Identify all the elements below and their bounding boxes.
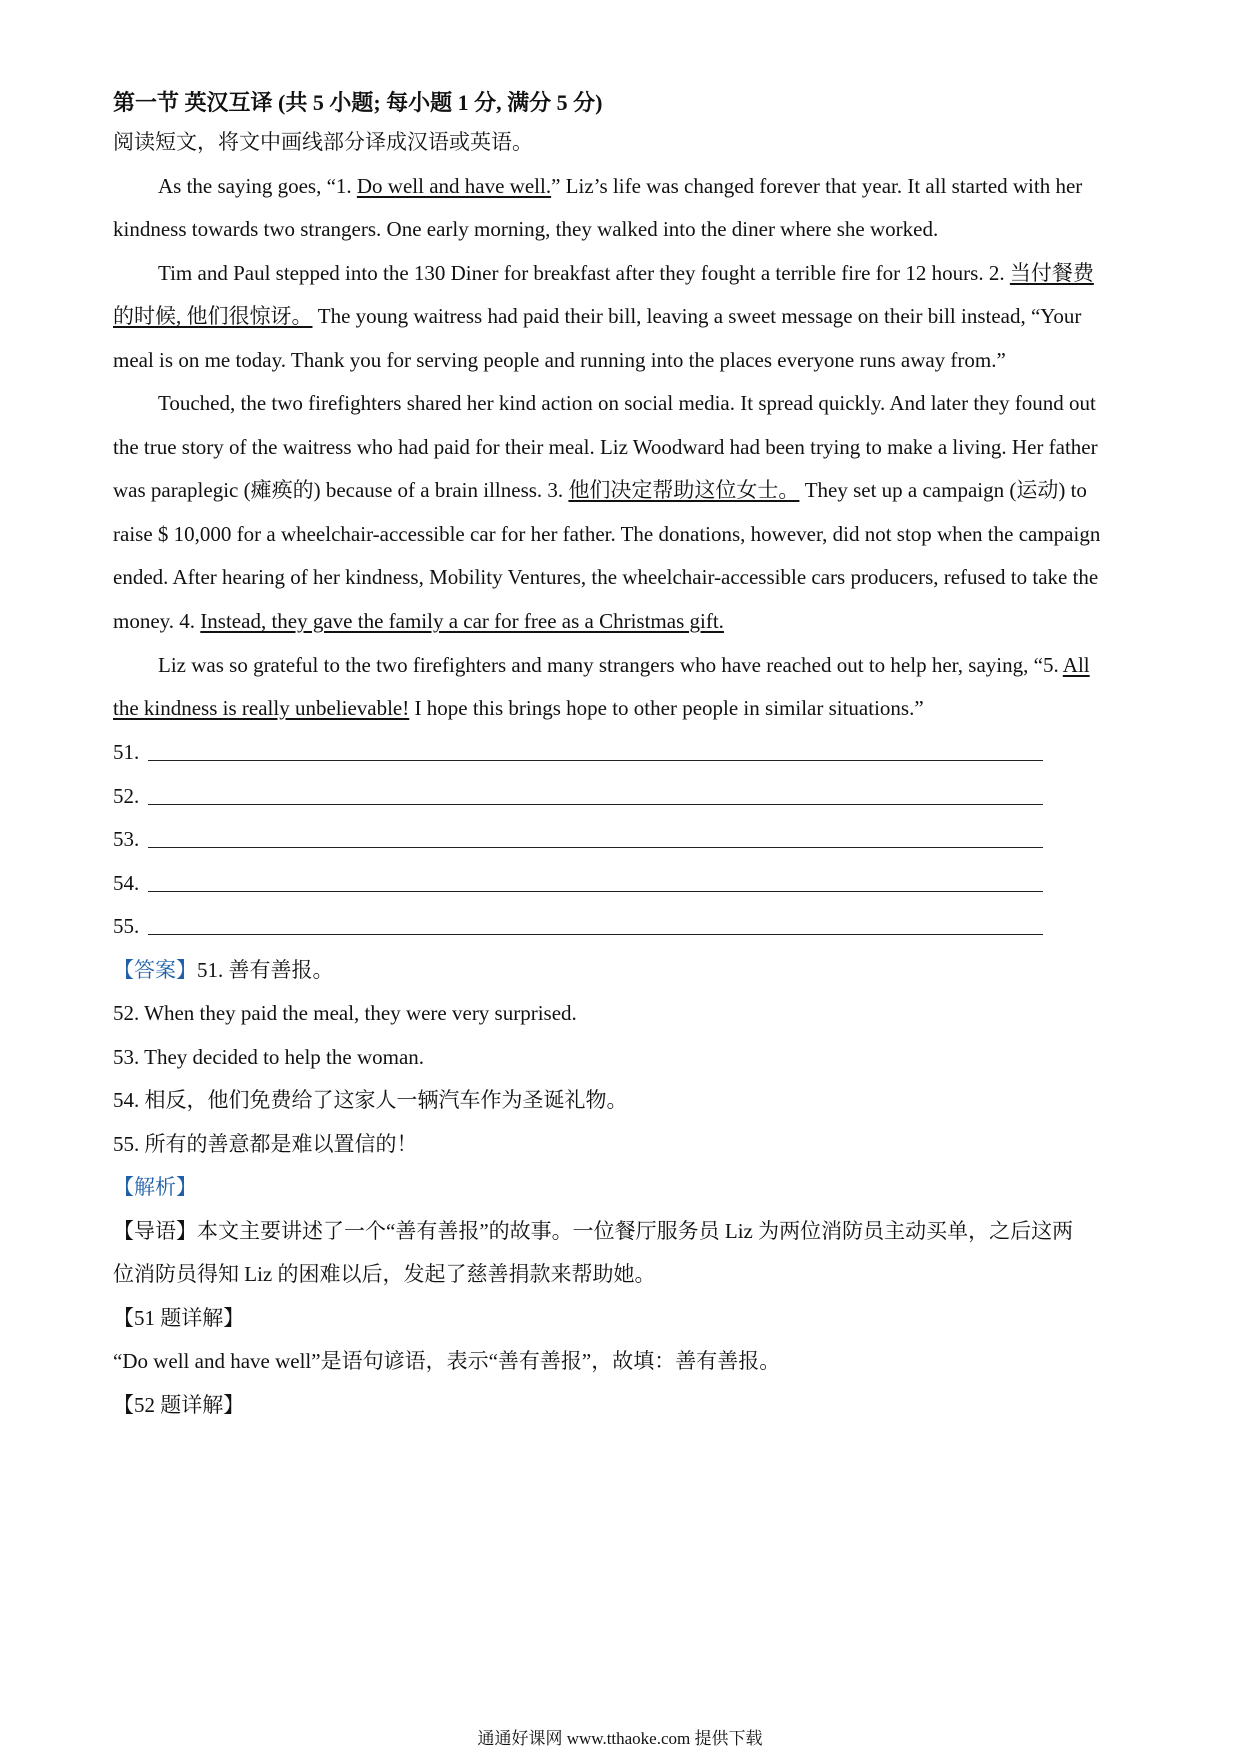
- answer-blank-53[interactable]: [113, 824, 1043, 854]
- blank-number: 53.: [113, 827, 140, 851]
- answer-tag: 【答案】: [113, 958, 197, 982]
- text: I hope this brings hope to other people in similar situations.”: [409, 696, 924, 720]
- underlined-item-5b: the kindness is really unbelievable!: [113, 696, 410, 720]
- blank-line[interactable]: [148, 804, 1043, 805]
- passage-p4-line2: [113, 693, 924, 723]
- text: The young waitress had paid their bill, leaving a sweet message on their bill instead, “Your: [312, 304, 1082, 328]
- underlined-item-3: 他们决定帮助这位女士。: [568, 478, 800, 502]
- passage-p2-line1: [113, 258, 1094, 288]
- answer-blank-55[interactable]: [113, 911, 1043, 941]
- blank-line[interactable]: [148, 891, 1043, 892]
- guide-tag: 【导语】: [113, 1219, 197, 1243]
- answer-blank-52[interactable]: [113, 781, 1043, 811]
- analysis-tag: 【解析】: [113, 1175, 197, 1199]
- blank-number: 54.: [113, 871, 140, 895]
- page-footer: 通通好课网 www.tthaoke.com 提供下载: [477, 1729, 763, 1748]
- q51-heading: 【51 题详解】: [113, 1306, 245, 1330]
- text: As the saying goes, “1.: [158, 174, 357, 198]
- answer-54: 54. 相反，他们免费给了这家人一辆汽车作为圣诞礼物。: [113, 1088, 628, 1112]
- blank-line[interactable]: [148, 760, 1043, 761]
- text: Liz was so grateful to the two firefighters and many strangers who have reached out to help her, saying, “5.: [158, 653, 1063, 677]
- q51-detail: “Do well and have well”是语句谚语，表示“善有善报”，故填：善有善报。: [113, 1349, 781, 1373]
- instruction: 阅读短文，将文中画线部分译成汉语或英语。: [113, 130, 533, 154]
- text: Tim and Paul stepped into the 130 Diner for breakfast after they fought a terrible fire for 12 hours. 2.: [158, 261, 1010, 285]
- blank-number: 52.: [113, 784, 140, 808]
- answer-52: 52. When they paid the meal, they were very surprised.: [113, 1001, 577, 1025]
- passage-p4-line1: [113, 650, 1090, 680]
- passage-p3-line4: raise $ 10,000 for a wheelchair-accessible car for her father. The donations, however, did not stop when the campaign: [113, 522, 1101, 546]
- passage-p1-line2: kindness towards two strangers. One early morning, they walked into the diner where she worked.: [113, 217, 939, 241]
- text: 51. 善有善报。: [197, 958, 334, 982]
- section-heading: 第一节 英汉互译 (共 5 小题; 每小题 1 分, 满分 5 分): [113, 90, 603, 115]
- underlined-item-5a: All: [1062, 653, 1090, 677]
- text: was paraplegic (瘫痪的) because of a brain illness. 3.: [113, 478, 569, 502]
- passage-p3-line5: ended. After hearing of her kindness, Mobility Ventures, the wheelchair-accessible cars producers, refused to take the: [113, 565, 1099, 589]
- answer-blank-51[interactable]: [113, 737, 1043, 767]
- blank-line[interactable]: [148, 934, 1043, 935]
- passage-p2-line2: [113, 301, 1081, 331]
- blank-number: 51.: [113, 740, 140, 764]
- passage-p2-line3: meal is on me today. Thank you for serving people and running into the places everyone runs away from.”: [113, 348, 1006, 372]
- passage-p1-line1: [113, 171, 1082, 201]
- passage-p3-line1: Touched, the two firefighters shared her kind action on social media. It spread quickly. And later they found out: [158, 391, 1096, 415]
- text: ” Liz’s life was changed forever that year. It all started with her: [551, 174, 1083, 198]
- blank-number: 55.: [113, 914, 140, 938]
- text: 本文主要讲述了一个“善有善报”的故事。一位餐厅服务员 Liz 为两位消防员主动买单，之后这两: [197, 1219, 1074, 1243]
- text: money. 4.: [113, 609, 201, 633]
- underlined-item-1: Do well and have well.: [356, 174, 552, 198]
- guide-line2: 位消防员得知 Liz 的困难以后，发起了慈善捐款来帮助她。: [113, 1262, 656, 1286]
- answer-55: 55. 所有的善意都是难以置信的！: [113, 1132, 418, 1156]
- underlined-item-2b: 的时候, 他们很惊讶。: [113, 304, 313, 328]
- underlined-item-4: Instead, they gave the family a car for free as a Christmas gift.: [200, 609, 724, 633]
- passage-p3-line3: [113, 475, 1087, 505]
- underlined-item-2a: 当付餐费: [1009, 261, 1094, 285]
- passage-p3-line2: the true story of the waitress who had paid for their meal. Liz Woodward had been trying to make a living. Her father: [113, 435, 1098, 459]
- text: They set up a campaign (运动) to: [799, 478, 1087, 502]
- answer-53: 53. They decided to help the woman.: [113, 1045, 425, 1069]
- q52-heading: 【52 题详解】: [113, 1393, 245, 1417]
- answer-blank-54[interactable]: [113, 868, 1043, 898]
- guide-line1: [113, 1216, 1073, 1246]
- passage-p3-line6: [113, 606, 724, 636]
- blank-line[interactable]: [148, 847, 1043, 848]
- answer-51: [113, 955, 334, 985]
